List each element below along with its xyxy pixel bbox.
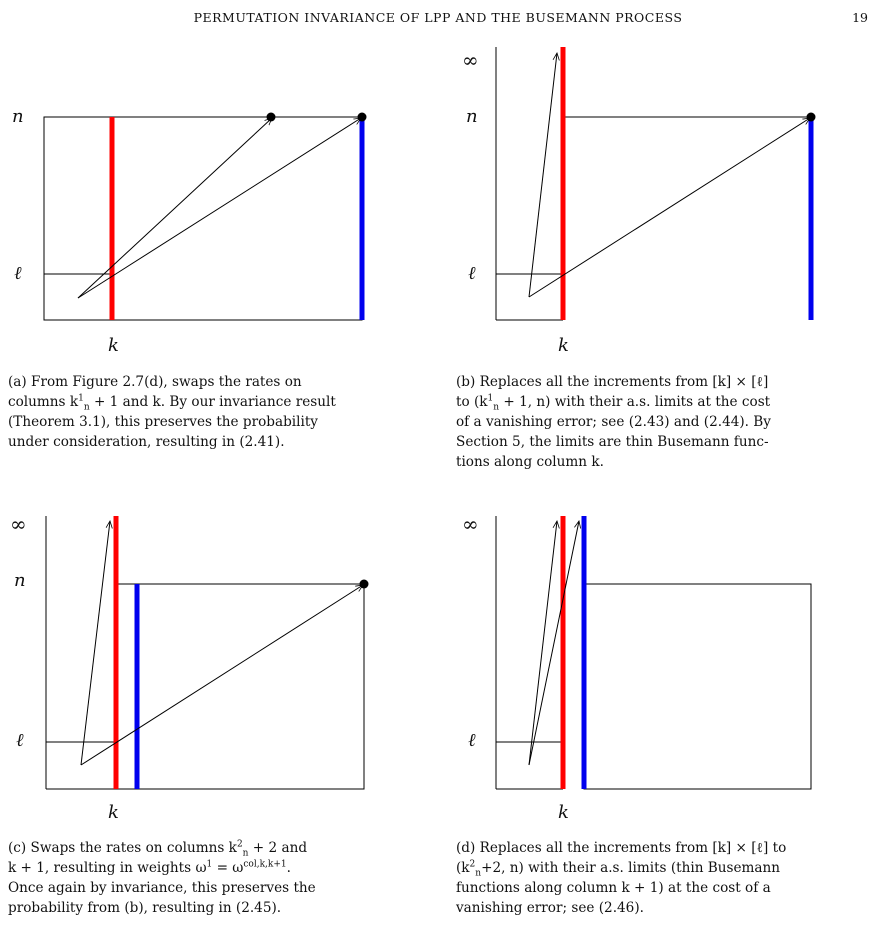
caption-c: (c) Swaps the rates on columns $k^2_n + 2$ and k + 1, resulting in weights $\omega^1 = \omega^{col,k,k+1}$. Once again by invariance, this preserves the probability from (b), resulting in (2.45). [8, 839, 316, 916]
arrow-2 [529, 521, 579, 765]
arrow-right [81, 585, 363, 765]
figure-panel-a [0, 40, 430, 360]
diagram-d [450, 508, 876, 828]
label-infinity: ∞ [10, 512, 27, 536]
running-title: PERMUTATION INVARIANCE OF LPP AND THE BUSEMANN PROCESS [193, 10, 683, 25]
label-k: k [558, 802, 569, 823]
endpoint-2 [358, 113, 367, 122]
label-k: k [558, 335, 569, 356]
arrow-2 [78, 118, 361, 298]
page-number: 19 [852, 10, 868, 25]
label-n: n [14, 570, 26, 591]
arrow-right [529, 118, 810, 297]
label-infinity: ∞ [462, 48, 479, 72]
endpoint [807, 113, 816, 122]
caption-a: (a) From Figure 2.7(d), swaps the rates on columns $k^1_n + 1$ and k. By our invariance result (Theorem 3.1), this preserves the probability under consideration, resulting in (2.41). [8, 374, 336, 450]
label-l: ℓ [16, 730, 24, 751]
figure-panel-c [0, 508, 430, 828]
box-right [116, 584, 364, 789]
arrow-1 [78, 118, 272, 298]
label-l: ℓ [468, 730, 476, 751]
figure-panel-d [450, 508, 876, 828]
label-n: n [12, 106, 24, 127]
label-n: n [466, 106, 478, 127]
diagram-b [450, 40, 876, 360]
endpoint-1 [267, 113, 276, 122]
label-l: ℓ [468, 263, 476, 284]
label-infinity: ∞ [462, 512, 479, 536]
page-header [0, 6, 876, 28]
box-right [584, 584, 811, 789]
caption-b: (b) Replaces all the increments from [k] × [ℓ] to ($k^1_n + 1$, n) with their a.s. limits at the cost of a vanishing error; see (2.43) and (2.44). By Section 5, the limits are thin Busemann func- tions along column k. [456, 374, 771, 470]
label-k: k [108, 335, 119, 356]
label-l: ℓ [14, 263, 22, 284]
figure-panel-b [450, 40, 876, 360]
arrow-up [81, 521, 110, 765]
arrow-1 [529, 521, 557, 765]
diagram-c [0, 508, 430, 828]
caption-d: (d) Replaces all the increments from [k] × [ℓ] to ($k^2_n+2$, n) with their a.s. limits (thin Busemann functions along column k + 1) at the cost of a vanishing error; see (2.46). [456, 840, 787, 916]
endpoint [360, 580, 369, 589]
diagram-a [0, 40, 430, 360]
label-k: k [108, 802, 119, 823]
arrow-up [529, 53, 557, 297]
